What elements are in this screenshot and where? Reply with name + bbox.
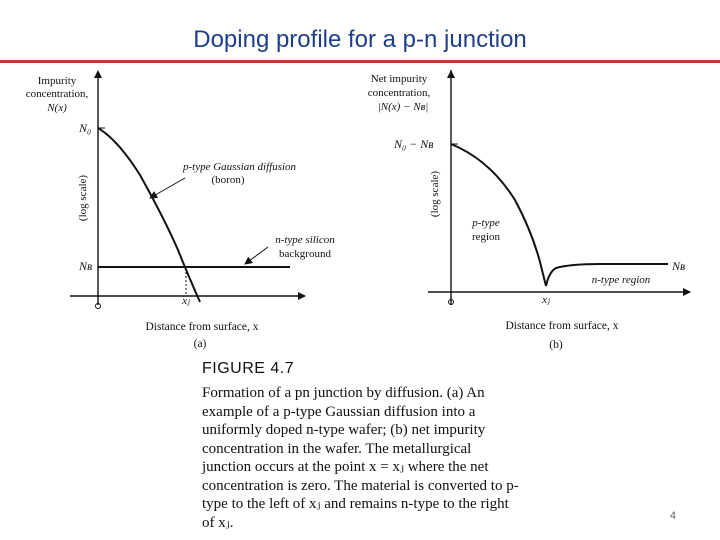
panel-a-x-title: Distance from surface, x xyxy=(145,321,259,333)
panel-a-curve-label-2: (boron) xyxy=(211,174,245,186)
panel-a-curve-leader xyxy=(150,178,185,198)
panel-a-y-title-1: Impurity xyxy=(37,75,77,87)
panel-b-xj-label: xⱼ xyxy=(542,294,550,306)
panel-b xyxy=(368,70,691,351)
panel-b-y-title-3: |N(x) − Nʙ| xyxy=(377,101,429,113)
caption-heading: FIGURE 4.7 xyxy=(202,360,295,377)
panel-b-n-region: n-type region xyxy=(591,274,651,286)
panel-a-curve-label-1: p-type Gaussian diffusion xyxy=(183,161,297,173)
panel-b-x-title: Distance from surface, x xyxy=(505,320,619,332)
panel-b-p-curve xyxy=(451,144,546,286)
panel-a-y-title-3: N(x) xyxy=(47,102,67,114)
panel-b-nb-label: Nʙ xyxy=(672,259,686,273)
panel-b-y-title-1: Net impurity xyxy=(370,73,428,85)
panel-a-n0-label: N₀ xyxy=(79,121,92,135)
panel-b-x-arrow xyxy=(683,288,691,296)
panel-a-nb-label: Nʙ xyxy=(79,259,93,273)
panel-b-panel-label: (b) xyxy=(549,339,563,351)
panel-b-log-scale: (log scale) xyxy=(429,170,441,218)
caption-text: Formation of a pn junction by diffusion. (a) An example of a p-type Gaussian diffusion into a uniformly doped n-type wafer; (b) net impurity concentration in the wafer. The metallurgical junction occurs at the point x = xⱼ where the net concentration is zero. The material is converted to p-type to the left of xⱼ and remains n-type to the right of xⱼ. xyxy=(202,385,519,531)
page-number: 4 xyxy=(669,510,676,522)
panel-a-bg-label-1: n-type silicon xyxy=(275,234,335,246)
panel-a-bg-label-2: background xyxy=(279,248,331,260)
panel-a-x-arrow xyxy=(298,292,306,300)
panel-a-gaussian-curve xyxy=(98,128,200,302)
panel-a xyxy=(26,70,336,350)
panel-a-y-title-2: concentration, xyxy=(25,88,89,100)
panel-b-y-arrow xyxy=(447,70,455,78)
panel-a-log-scale: (log scale) xyxy=(77,174,89,222)
panel-b-p-region-1: p-type xyxy=(472,217,500,229)
panel-a-xj-label: xⱼ xyxy=(182,295,190,307)
panel-b-p-region-2: region xyxy=(471,231,501,243)
panel-a-bg-leader xyxy=(245,247,268,264)
panel-a-y-arrow xyxy=(94,70,102,78)
panel-a-panel-label: (a) xyxy=(193,338,207,350)
figure-caption xyxy=(202,360,522,532)
panel-b-y-title-2: concentration, xyxy=(367,87,431,99)
panel-b-top-label: N₀ − Nʙ xyxy=(394,137,434,151)
slide-title: Doping profile for a p-n junction xyxy=(193,26,527,53)
